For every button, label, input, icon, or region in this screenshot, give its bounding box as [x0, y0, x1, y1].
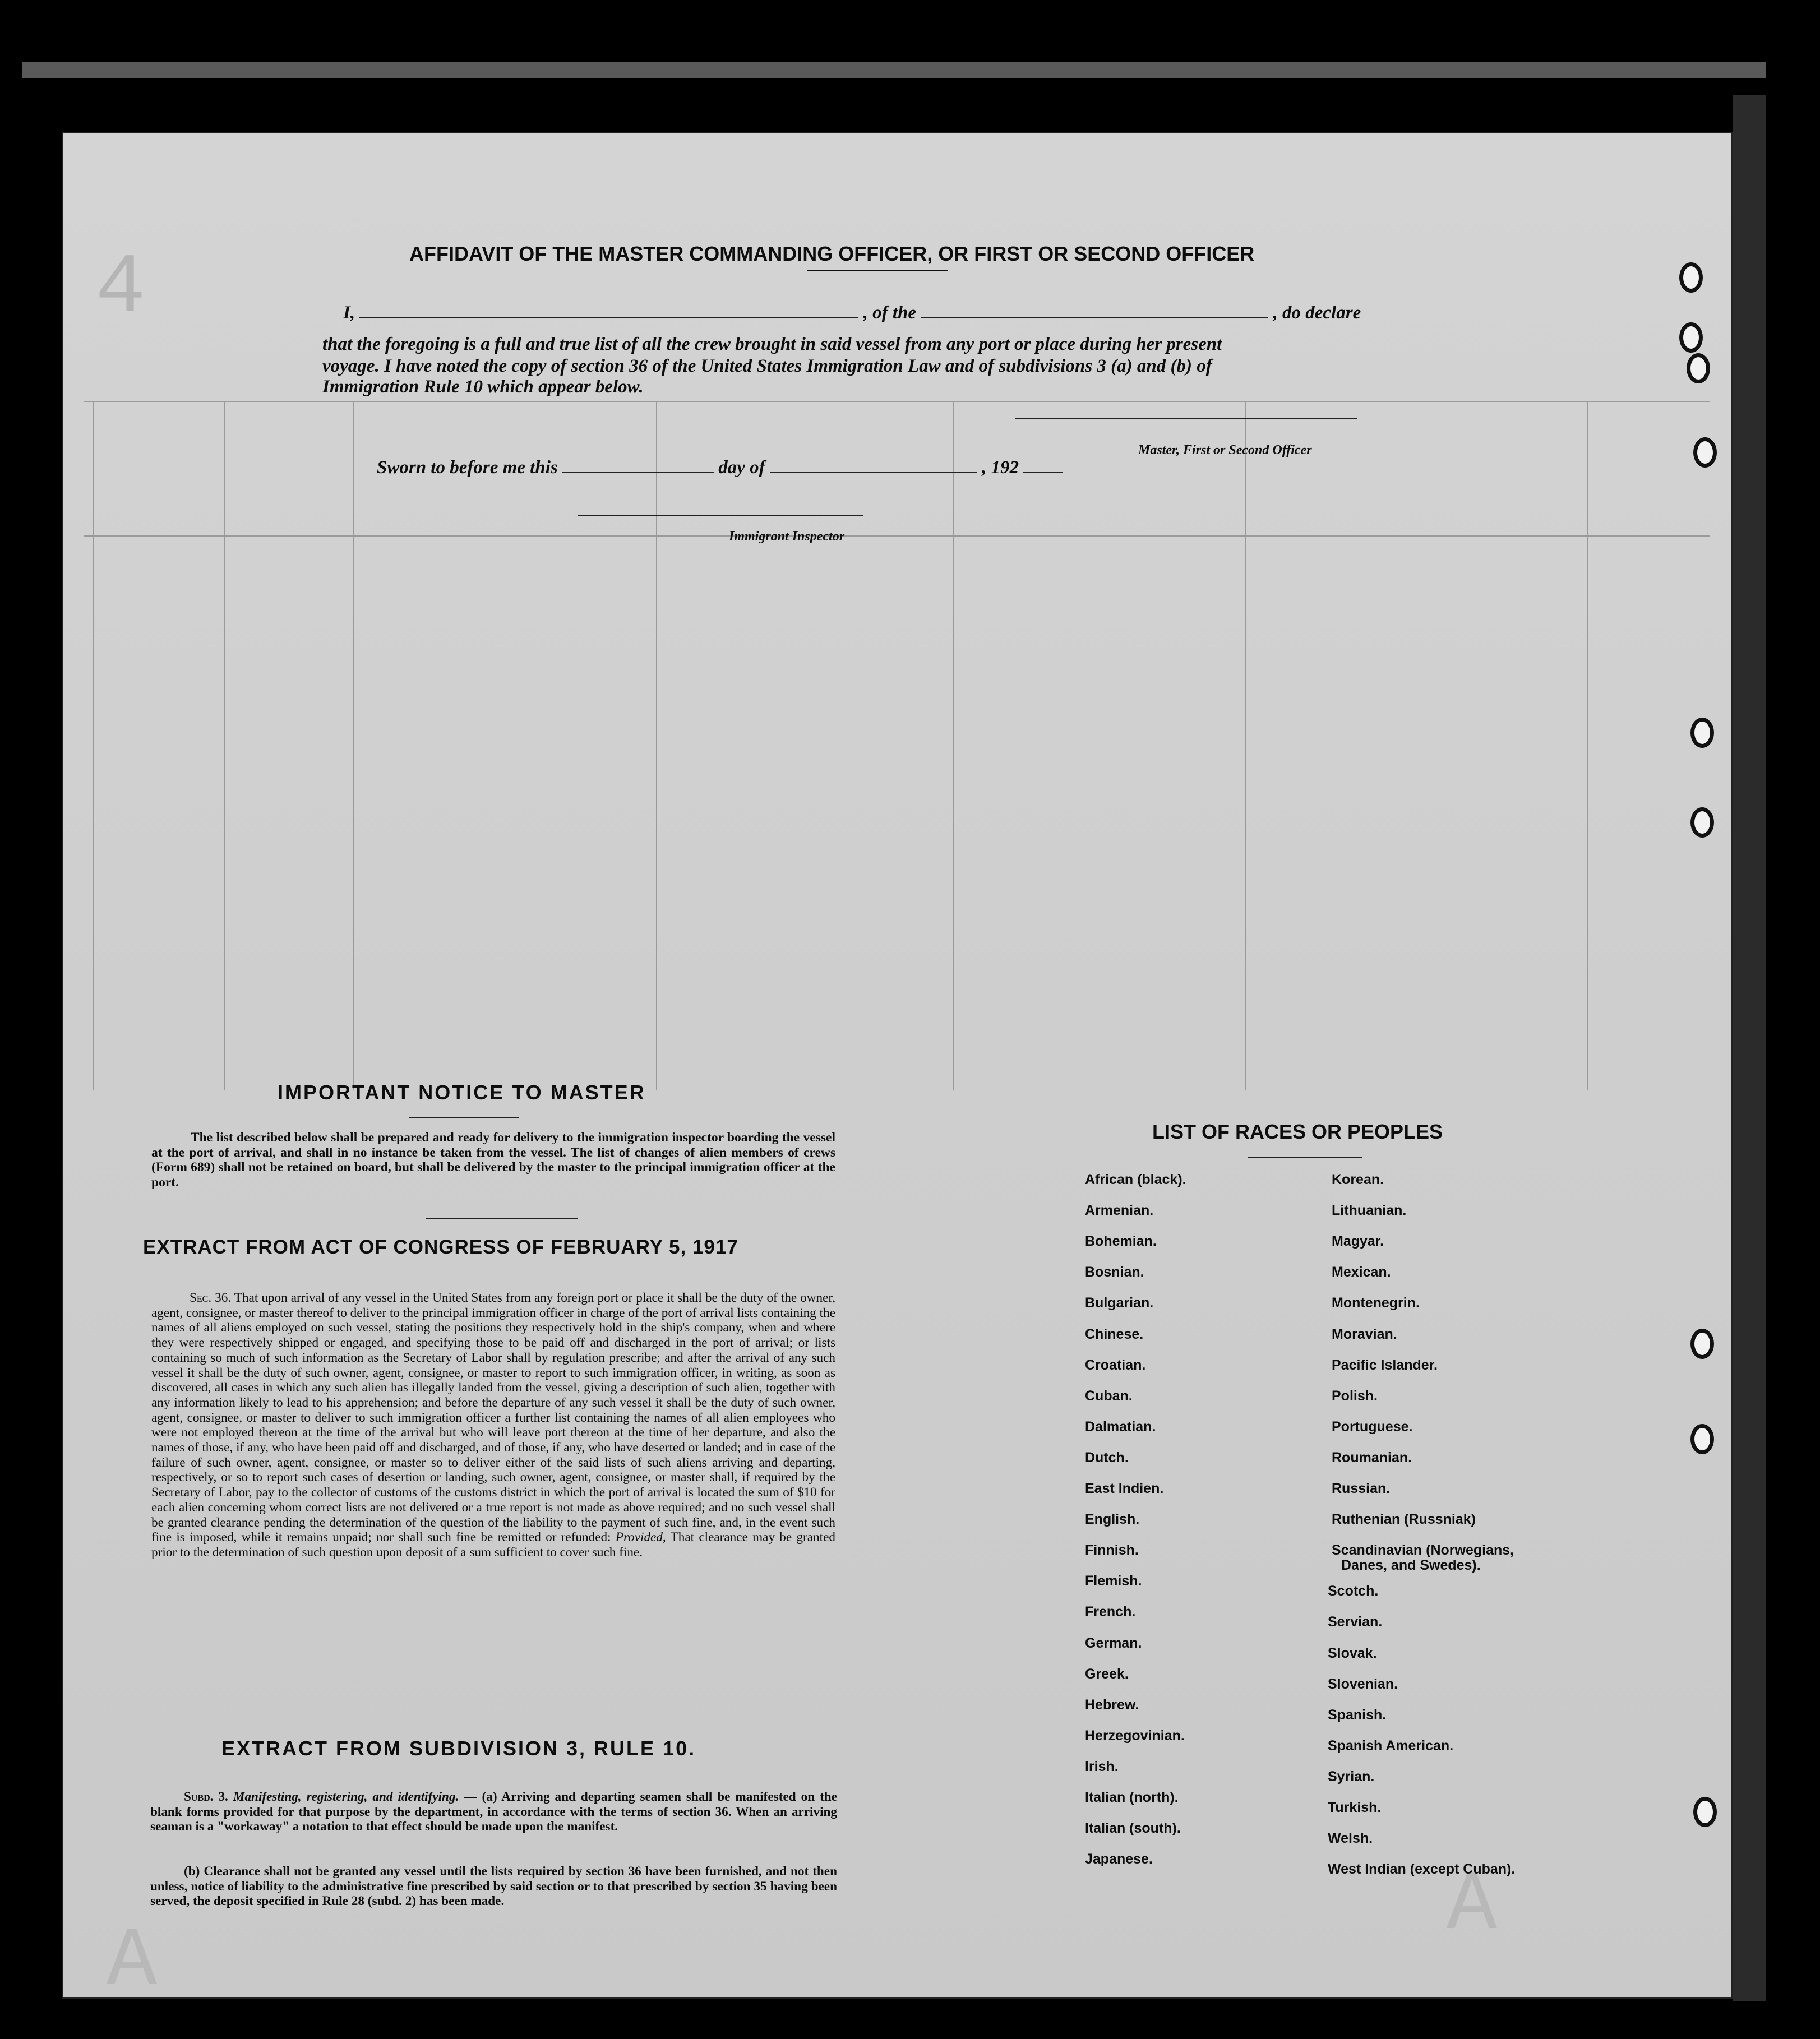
race-item: Scandinavian (Norwegians, [1332, 1542, 1514, 1559]
race-item: Greek. [1085, 1666, 1129, 1682]
race-item: Bulgarian. [1085, 1295, 1154, 1311]
of-the-label: , of the [863, 303, 917, 323]
race-item: English. [1085, 1511, 1140, 1528]
binder-hole [1690, 1424, 1714, 1454]
bleed-column-rule [224, 401, 225, 1090]
race-item: Polish. [1332, 1388, 1378, 1404]
binder-hole [1690, 718, 1714, 748]
rule-sub-a-heading: Manifesting, registering, and identifying. [233, 1790, 459, 1804]
rule-title: EXTRACT FROM SUBDIVISION 3, RULE 10. [221, 1737, 696, 1760]
affidavit-title: AFFIDAVIT OF THE MASTER COMMANDING OFFICER, OR FIRST OR SECOND OFFICER [409, 242, 1255, 265]
affidavit-line-4: Immigration Rule 10 which appear below. [322, 377, 644, 397]
race-item: Herzegovinian. [1085, 1727, 1185, 1744]
race-item: German. [1085, 1635, 1142, 1651]
race-item: Flemish. [1085, 1573, 1142, 1589]
act-provided-text: That clearance may be granted prior to the determination of such question upon deposit of a sum sufficient to cover such fine. [151, 1530, 835, 1560]
notice-divider [426, 1218, 578, 1219]
race-item: Italian (north). [1085, 1790, 1179, 1805]
affidavit-line-3: voyage. I have noted the copy of section 36 of the United States Immigration Law and of subdivisions 3 (a) and (b) of [322, 356, 1212, 376]
race-item: Slovenian. [1328, 1676, 1398, 1692]
race-item: Pacific Islander. [1332, 1357, 1438, 1373]
bleed-column-rule [353, 401, 354, 1090]
race-item: Welsh. [1328, 1830, 1373, 1847]
bleed-column-rule [93, 401, 94, 1090]
race-item: Bosnian. [1085, 1264, 1144, 1280]
race-item: Turkish. [1328, 1800, 1382, 1815]
declarant-name-field[interactable] [359, 317, 858, 318]
right-edge-shadow [1733, 95, 1766, 2001]
do-declare-label: , do declare [1273, 303, 1361, 323]
race-item: African (black). [1085, 1172, 1186, 1187]
vessel-name-field[interactable] [921, 317, 1268, 318]
sworn-year-field[interactable] [1023, 472, 1063, 473]
race-item: Spanish. [1328, 1707, 1387, 1723]
inspector-signature-field[interactable] [578, 515, 863, 516]
affidavit-line-2: that the foregoing is a full and true list of all the crew brought in said vessel from any port or place during her present [322, 334, 1222, 354]
race-item: Dutch. [1085, 1449, 1129, 1465]
act-title: EXTRACT FROM ACT OF CONGRESS OF FEBRUARY 5, 1917 [143, 1236, 738, 1258]
bleed-header-rule [84, 401, 1710, 402]
binder-hole [1679, 262, 1703, 293]
film-edge-strip [22, 62, 1766, 78]
race-item: Ruthenian (Russniak) [1332, 1511, 1476, 1528]
binder-hole [1687, 353, 1710, 383]
sworn-line [377, 457, 1063, 478]
inspector-signature-label: Immigrant Inspector [729, 529, 845, 544]
race-item: Chinese. [1085, 1326, 1144, 1342]
race-item: French. [1085, 1604, 1136, 1620]
race-scandinavian-continued: Danes, and Swedes). [1341, 1557, 1481, 1573]
binder-hole [1679, 322, 1703, 353]
bleed-through-mark: A [107, 1915, 159, 2010]
rule-sub-a-label: Subd. 3. [184, 1790, 228, 1804]
binder-hole [1693, 437, 1717, 468]
bleed-column-rule [656, 401, 657, 1090]
affidavit-title-underline [807, 270, 948, 271]
race-item: Armenian. [1085, 1203, 1154, 1219]
race-item: Syrian. [1328, 1768, 1375, 1784]
bleed-column-rule [1587, 401, 1588, 1090]
act-provided-label: Provided, [615, 1530, 666, 1545]
act-section-body: That upon arrival of any vessel in the United States from any foreign port or place it shall be the duty of the owner, agent, consignee, or master thereof to deliver to the principal immigration officer in charge of the port of arrival lists containing the names of all aliens employed on such vessel, stating the positions they respectively hold in the ship's company, when and where they were respectively shipped or engaged, and specifying those to be paid off and discharged in the port of arrival; or lists containing so much of such information as the Secretary of Labor shall by regulation prescribe; and after the arrival of any such vessel it shall be the duty of such owner, agent, consignee, or master to report to such immigration officer, in writing, as soon as discovered, all cases in which any such alien has illegally landed from the vessel, giving a description of such alien, together with any information likely to lead to his apprehension; and before the departure of any such vessel it shall be the duty of such owner, agent, consignee, or master to deliver to such immigration officer a further list containing the names of all alien employees who were not employed thereon at the time of the arrival but who will leave port thereon at the time of her departure, and also the names of those, if any, who have been paid off and discharged, and of those, if any, who have deserted or landed; and in case of the failure of such owner, agent, consignee, or master so to deliver either of the said lists of such aliens arriving and departing, respectively, or so to report such cases of desertion or landing, such owner, agent, consignee, or master shall, if required by the Secretary of Labor, pay to the collector of customs of the customs district in which the port of arrival is located the sum of $10 for each alien concerning whom correct lists are not delivered or a true report is not made as above required; and no such vessel shall be granted clearance pending the determination of the question of the liability to the payment of such fine, and, in the event such fine is imposed, while it remains unpaid; nor shall such fine be remitted or refunded: [151, 1291, 835, 1545]
race-item: Scotch. [1328, 1583, 1379, 1599]
race-item: Bohemian. [1085, 1233, 1157, 1250]
rule-sub-b: (b) Clearance shall not be granted any vessel until the lists required by section 36 have been furnished, and not then unless, notice of liability to the administrative fine prescribed by said section or to that prescribed by section 35 having been served, the deposit specified in Rule 28 (subd. 2) has been made. [150, 1864, 837, 1909]
race-item: Moravian. [1332, 1326, 1397, 1342]
race-item: Montenegrin. [1332, 1295, 1420, 1311]
race-item: Cuban. [1085, 1388, 1133, 1404]
officer-signature-field[interactable] [1015, 418, 1357, 419]
race-item: Roumanian. [1332, 1449, 1412, 1465]
year-label: , 192 [982, 457, 1019, 478]
race-item: Finnish. [1085, 1542, 1139, 1559]
race-item: Italian (south). [1085, 1820, 1181, 1837]
race-item: Spanish American. [1328, 1737, 1454, 1754]
race-item: East Indien. [1085, 1481, 1164, 1496]
manifest-sheet [62, 132, 1733, 2010]
binder-hole [1690, 807, 1714, 838]
bleed-through-mark: A [1447, 1858, 1499, 1954]
bleed-header-rule [84, 535, 1710, 537]
race-item: Magyar. [1332, 1233, 1384, 1250]
races-title: LIST OF RACES OR PEOPLES [1152, 1120, 1443, 1143]
bleed-column-rule [953, 401, 954, 1090]
declarant-prefix: I, [343, 303, 355, 323]
binder-hole [1690, 1329, 1714, 1359]
race-item: Servian. [1328, 1614, 1383, 1630]
notice-title: IMPORTANT NOTICE TO MASTER [278, 1081, 646, 1104]
races-title-underline [1248, 1157, 1362, 1158]
day-of-label: day of [718, 457, 765, 478]
race-item: West Indian (except Cuban). [1328, 1861, 1516, 1878]
act-section-label: Sec. 36. [190, 1291, 232, 1305]
binder-hole [1693, 1797, 1717, 1827]
race-item: Dalmatian. [1085, 1418, 1156, 1435]
race-item: Irish. [1085, 1758, 1119, 1774]
affidavit-line-1 [343, 303, 1361, 323]
race-item: Portuguese. [1332, 1418, 1413, 1435]
rule-sub-a-text: — (a) Arriving and departing seamen shall be manifested on the blank forms provided for that purpose by the department, in accordance with the terms of section 36. When an arriving seaman is a "workaway" a notation to that effect should be made upon the manifest. [150, 1790, 837, 1834]
bleed-through-mark: 4 [95, 241, 147, 336]
sworn-month-field[interactable] [770, 472, 977, 473]
bleed-column-rule [1245, 401, 1246, 1090]
sworn-day-field[interactable] [562, 472, 714, 473]
rule-sub-a [150, 1790, 837, 1834]
notice-title-underline [409, 1117, 519, 1118]
race-item: Korean. [1332, 1172, 1384, 1187]
sworn-label: Sworn to before me this [377, 457, 558, 478]
notice-text: The list described below shall be prepared and ready for delivery to the immigration inspector boarding the vessel at the port of arrival, and shall in no instance be taken from the vessel. The list of changes of alien members of crews (Form 689) shall not be retained on board, but shall be delivered by the master to the principal immigration officer at the port. [151, 1130, 835, 1190]
act-text [151, 1291, 835, 1560]
race-item: Slovak. [1328, 1645, 1377, 1661]
race-item: Croatian. [1085, 1357, 1146, 1373]
race-item: Hebrew. [1085, 1696, 1139, 1713]
race-item: Japanese. [1085, 1851, 1153, 1867]
race-item: Russian. [1332, 1481, 1391, 1496]
race-item: Mexican. [1332, 1264, 1391, 1280]
race-item: Lithuanian. [1332, 1203, 1407, 1219]
officer-signature-label: Master, First or Second Officer [1138, 443, 1312, 457]
